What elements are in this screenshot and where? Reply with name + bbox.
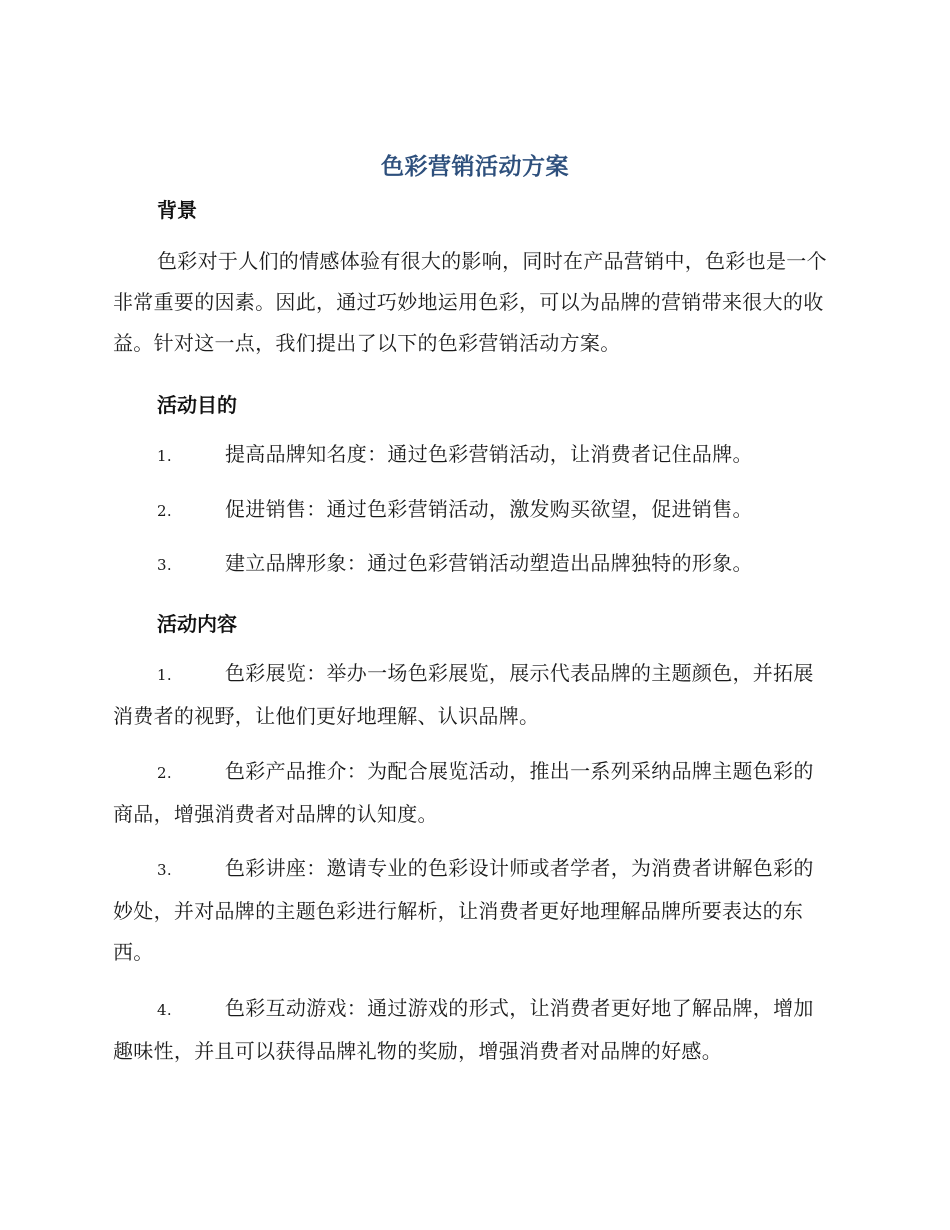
list-number: 1. bbox=[157, 666, 172, 684]
section-heading-goals: 活动目的 bbox=[157, 393, 237, 417]
list-number: 3. bbox=[157, 556, 172, 574]
list-number: 2. bbox=[157, 764, 172, 782]
list-item-text: 促进销售：通过色彩营销活动，激发购买欲望，促进销售。 bbox=[225, 497, 753, 521]
goal-list-item bbox=[113, 434, 833, 477]
list-item-text: 色彩讲座：邀请专业的色彩设计师或者学者，为消费者讲解色彩的妙处，并对品牌的主题色彩进行解析，让消费者更好地理解品牌所要表达的东西。 bbox=[113, 856, 814, 964]
document-title: 色彩营销活动方案 bbox=[381, 154, 569, 180]
list-item-text: 色彩产品推介：为配合展览活动，推出一系列采纳品牌主题色彩的商品，增强消费者对品牌的认知度。 bbox=[113, 759, 814, 826]
list-number: 1. bbox=[157, 447, 172, 465]
list-item-text: 色彩展览：举办一场色彩展览，展示代表品牌的主题颜色，并拓展消费者的视野，让他们更好地理解、认识品牌。 bbox=[113, 661, 814, 728]
content-list-item bbox=[113, 653, 833, 737]
content-list-item bbox=[113, 848, 833, 973]
list-item-text: 色彩互动游戏：通过游戏的形式，让消费者更好地了解品牌，增加趣味性，并且可以获得品牌礼物的奖励，增强消费者对品牌的好感。 bbox=[113, 996, 814, 1063]
content-list-item bbox=[113, 988, 833, 1072]
list-number: 4. bbox=[157, 1001, 172, 1019]
goal-list-item bbox=[113, 489, 833, 532]
content-list-item bbox=[113, 751, 833, 835]
goal-list-item bbox=[113, 543, 833, 586]
list-item-text: 建立品牌形象：通过色彩营销活动塑造出品牌独特的形象。 bbox=[225, 551, 753, 575]
section-heading-background: 背景 bbox=[157, 198, 197, 222]
list-number: 3. bbox=[157, 861, 172, 879]
list-number: 2. bbox=[157, 502, 172, 520]
section-heading-content: 活动内容 bbox=[157, 612, 237, 636]
list-item-text: 提高品牌知名度：通过色彩营销活动，让消费者记住品牌。 bbox=[225, 442, 753, 466]
background-paragraph: 色彩对于人们的情感体验有很大的影响，同时在产品营销中，色彩也是一个非常重要的因素。因此，通过巧妙地运用色彩，可以为品牌的营销带来很大的收益。针对这一点，我们提出了以下的色彩营销活动方案。 bbox=[113, 249, 827, 355]
